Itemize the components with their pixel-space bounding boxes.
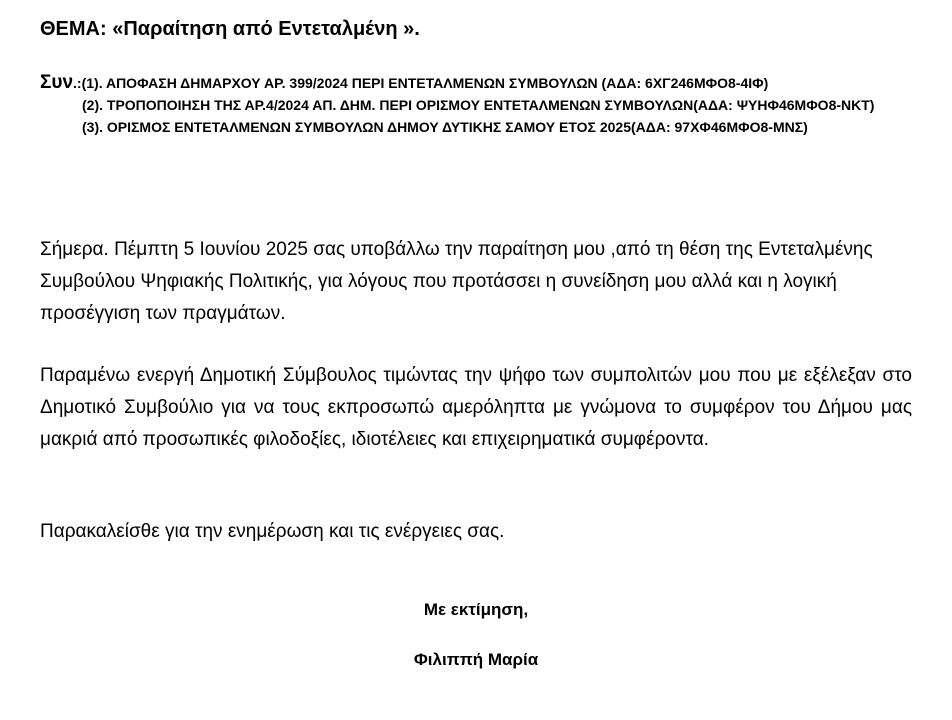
body-paragraph-2 <box>40 360 912 456</box>
body-paragraph-3 <box>40 516 912 548</box>
paragraph-text: Παραμένω ενεργή Δημοτική Σύμβουλος τιμώντας την ψήφο των συμπολιτών μου που με εξέλεξαν στο Δημοτικό Συμβούλιο για να τους εκπροσωπώ αμερόληπτα με γνώμονα το συμφέρον του Δήμου μας μακριά από προσωπικές φιλοδοξίες, ιδιοτέλειες και επιχειρηματικά συμφέροντα. <box>40 365 912 450</box>
document-subject: ΘΕΜΑ: «Παραίτηση από Εντεταλμένη ». <box>40 18 420 40</box>
references-lead: Συν <box>40 72 74 93</box>
closing-regards: Με εκτίμηση, <box>423 600 529 619</box>
reference-item-1 <box>40 72 920 94</box>
reference-item-2: (2). ΤΡΟΠΟΠΟΙΗΣΗ ΤΗΣ ΑΡ.4/2024 ΑΠ. ΔΗΜ. ΠΕΡΙ ΟΡΙΣΜΟΥ ΕΝΤΕΤΑΛΜΕΝΩΝ ΣΥΜΒΟΥΛΩΝ(ΑΔΑ: ΨΥΗΦ46ΜΦΟ8-ΝΚΤ) <box>82 97 875 113</box>
signatory-name: Φιλιππή Μαρία <box>413 650 539 669</box>
reference-item-3: (3). ΟΡΙΣΜΟΣ ΕΝΤΕΤΑΛΜΕΝΩΝ ΣΥΜΒΟΥΛΩΝ ΔΗΜΟΥ ΔΥΤΙΚΗΣ ΣΑΜΟΥ ΕΤΟΣ 2025(ΑΔΑ: 97ΧΦ46ΜΦΟ8-ΜΝΣ) <box>82 119 808 135</box>
paragraph-text: Σήμερα. Πέμπτη 5 Ιουνίου 2025 σας υποβάλλω την παραίτηση μου ,από τη θέση της Εντεταλμένης Συμβούλου Ψηφιακής Πολιτικής, για λόγους που προτάσσει η συνείδηση μου αλλά και η λογική προσέγγιση των πραγμάτων. <box>40 239 873 324</box>
body-paragraph-1 <box>40 234 912 330</box>
paragraph-text: Παρακαλείσθε για την ενημέρωση και τις ενέργειες σας. <box>40 521 505 542</box>
references-list <box>40 72 920 138</box>
reference-text-1: .:(1). ΑΠΟΦΑΣΗ ΔΗΜΑΡΧΟΥ ΑΡ. 399/2024 ΠΕΡΙ ΕΝΤΕΤΑΛΜΕΝΩΝ ΣΥΜΒΟΥΛΩΝ (ΑΔΑ: 6ΧΓ246ΜΦΟ8-4ΙΦ) <box>73 75 769 91</box>
